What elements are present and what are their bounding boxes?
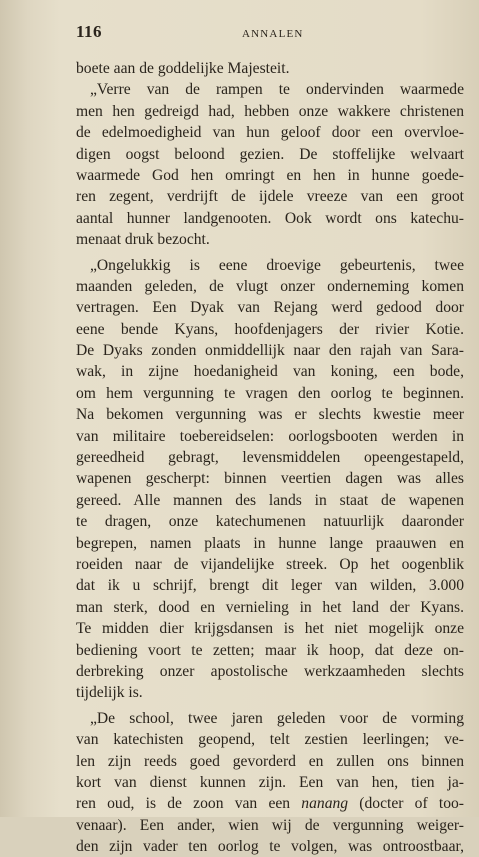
body-text bbox=[76, 58, 464, 857]
text-segment: (docter of too- bbox=[348, 795, 464, 813]
running-head: ANNALEN bbox=[242, 28, 304, 40]
text-line: „Verre van de rampen te ondervinden waarmede bbox=[90, 81, 464, 99]
text-line: den zijn vader ten oorlog te volgen, was ontroostbaar, bbox=[76, 838, 464, 856]
text-line: gereedheid gebragt, levensmiddelen opeengestapeld, bbox=[76, 449, 464, 467]
text-line: te dragen, onze katechumenen natuurlijk daaronder bbox=[76, 513, 464, 531]
text-line: derbreking onzer apostolische werkzaamheden slechts bbox=[76, 662, 464, 680]
text-line: gereed. Alle mannen des lands in staat de wapenen bbox=[76, 491, 464, 509]
text-line: begrepen, namen plaats in hunne lange praauwen en bbox=[76, 534, 464, 552]
text-line: roeiden naar de vijandelijke streek. Op het oogenblik bbox=[76, 555, 464, 573]
text-line: aantal hunner landgenooten. Ook wordt ons katechu- bbox=[76, 209, 464, 227]
text-line: eene bende Kyans, hoofdenjagers der rivier Kotie. bbox=[76, 320, 464, 338]
page-number: 116 bbox=[76, 22, 103, 41]
text-line: vertragen. Een Dyak van Rejang werd gedood door bbox=[76, 299, 464, 317]
text-line: ren zegent, verdrijft de ijdele vreeze van een groot bbox=[76, 188, 464, 206]
text-line: kort van dienst kunnen zijn. Een van hen, tien ja- bbox=[76, 773, 464, 791]
text-line: de edelmoedigheid van hun geloof door een overvloe- bbox=[76, 124, 464, 142]
text-line: van katechisten geopend, telt zestien leerlingen; ve- bbox=[76, 731, 464, 749]
text-line: waarmede God hen omringt en hen in hunne goede- bbox=[76, 166, 464, 184]
text-line: wak, in zijne hoedanigheid van koning, een bode, bbox=[76, 363, 464, 381]
text-line: man sterk, dood en vernieling in het land der Kyans. bbox=[76, 598, 464, 616]
text-line: De Dyaks zonden onmiddellijk naar den rajah van Sara- bbox=[76, 342, 464, 360]
text-line: van militaire toebereidselen: oorlogsbooten werden in bbox=[76, 427, 464, 445]
text-line: boete aan de goddelijke Majesteit. bbox=[76, 60, 290, 77]
text-line-with-italic bbox=[76, 793, 464, 814]
italic-word: nanang bbox=[301, 795, 349, 813]
text-line: dat ik u schrijf, brengt dit leger van wilden, 3.000 bbox=[76, 577, 464, 595]
text-line: om hem vergunning te vragen den oorlog te beginnen. bbox=[76, 384, 464, 402]
text-line: men hen gedreigd had, hebben onze wakkere christenen bbox=[76, 102, 464, 120]
text-segment: ren oud, is de zoon van een bbox=[76, 795, 302, 813]
text-line: bediening voort te zetten; maar ik hoop, dat deze on- bbox=[76, 641, 464, 659]
text-line: Te midden dier krijgsdansen is het niet mogelijk onze bbox=[76, 620, 464, 638]
text-line: tijdelijk is. bbox=[76, 684, 143, 702]
text-line: menaat druk bezocht. bbox=[76, 231, 210, 249]
page-header bbox=[76, 22, 466, 46]
text-line: wapenen gescherpt: binnen veertien dagen was alles bbox=[76, 470, 464, 488]
text-line: digen oogst beloond gezien. De stoffelijke welvaart bbox=[76, 145, 464, 163]
text-line: len zijn reeds goed gevorderd en zullen ons binnen bbox=[76, 752, 464, 770]
text-line: Na bekomen vergunning was er slechts kwestie meer bbox=[76, 406, 464, 424]
text-line: „De school, twee jaren geleden voor de vorming bbox=[90, 709, 464, 727]
text-line: „Ongelukkig is eene droevige gebeurtenis, twee bbox=[90, 256, 464, 274]
text-line: maanden geleden, de vlugt onzer onderneming komen bbox=[76, 277, 464, 295]
text-line: venaar). Een ander, wien wij de vergunning weiger- bbox=[76, 816, 464, 834]
